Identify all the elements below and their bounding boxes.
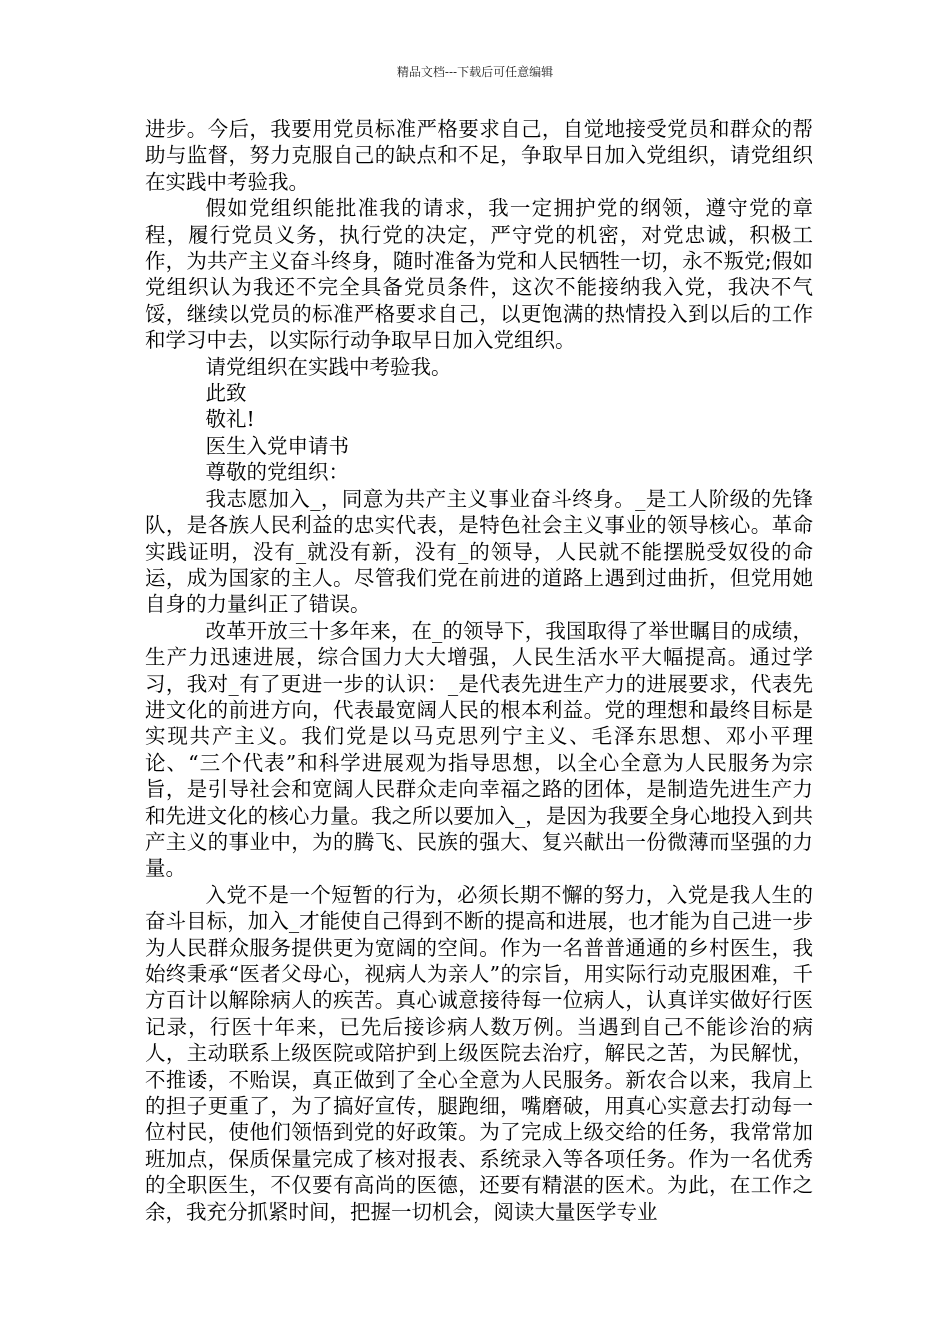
- paragraph: 改革开放三十多年来，在_的领导下，我国取得了举世瞩目的成绩，生产力迅速进展，综合国力大大增强，人民生活水平大幅提高。通过学习，我对_有了更进一步的认识：_是代表先进生产力的进展要求，代表先进文化的前进方向，代表最宽阔人民的根本利益。党的理想和最终目标是实现共产主义。我们党是以马克思列宁主义、毛泽东思想、邓小平理论、“三个代表”和科学进展观为指导思想，以全心全意为人民服务为宗旨，是引导社会和宽阔人民群众走向幸福之路的团体，是制造先进生产力和先进文化的核心力量。我之所以要加入_，是因为我要全身心地投入到共产主义的事业中，为的腾飞、民族的强大、复兴献出一份微薄而坚强的力量。: [145, 618, 813, 881]
- page-header: 精品文档---下载后可任意编辑: [396, 65, 554, 79]
- paragraph: 我志愿加入_，同意为共产主义事业奋斗终身。_是工人阶级的先锋队，是各族人民利益的忠实代表，是特色社会主义事业的领导核心。革命实践证明，没有_就没有新，没有_的领导，人民就不能摆脱受奴役的命运，成为国家的主人。尽管我们党在前进的道路上遇到过曲折，但党用她自身的力量纠正了错误。: [145, 486, 813, 617]
- section-title: 医生入党申请书: [205, 433, 349, 458]
- paragraph: 请党组织在实践中考验我。: [205, 354, 452, 379]
- closing-salutation: 此致: [205, 381, 247, 406]
- paragraph: 进步。今后，我要用党员标准严格要求自己，自觉地接受党员和群众的帮助与监督，努力克服自己的缺点和不足，争取早日加入党组织，请党组织在实践中考验我。: [145, 117, 813, 194]
- paragraph: 假如党组织能批准我的请求，我一定拥护党的纲领，遵守党的章程，履行党员义务，执行党的决定，严守党的机密，对党忠诚，积极工作，为共产主义奋斗终身，随时准备为党和人民牺牲一切，永不叛党;假如党组织认为我还不完全具备党员条件，这次不能接纳我入党，我决不气馁，继续以党员的标准严格要求自己，以更饱满的热情投入到以后的工作和学习中去，以实际行动争取早日加入党组织。: [145, 196, 813, 353]
- document-body: [145, 116, 813, 1225]
- paragraph: 入党不是一个短暂的行为，必须长期不懈的努力，入党是我人生的奋斗目标，加入_才能使自己得到不断的提高和进展，也才能为自己进一步为人民群众服务提供更为宽阔的空间。作为一名普普通通的乡村医生，我始终秉承“医者父母心，视病人为亲人”的宗旨，用实际行动克服困难，千方百计以解除病人的疾苦。真心诚意接待每一位病人，认真详实做好行医记录，行医十年来，已先后接诊病人数万例。当遇到自己不能诊治的病人，主动联系上级医院或陪护到上级医院去治疗，解民之苦，为民解忧，不推诿，不贻误，真正做到了全心全意为人民服务。新农合以来，我肩上的担子更重了，为了搞好宣传，腿跑细，嘴磨破，用真心实意去打动每一位村民，使他们领悟到党的好政策。为了完成上级交给的任务，我常常加班加点，保质保量完成了核对报表、系统录入等各项任务。作为一名优秀的全职医生，不仅要有高尚的医德，还要有精湛的医术。为此，在工作之余，我充分抓紧时间，把握一切机会，阅读大量医学专业: [145, 882, 813, 1224]
- greeting: 尊敬的党组织：: [205, 460, 349, 485]
- closing-regards: 敬礼!: [205, 407, 255, 432]
